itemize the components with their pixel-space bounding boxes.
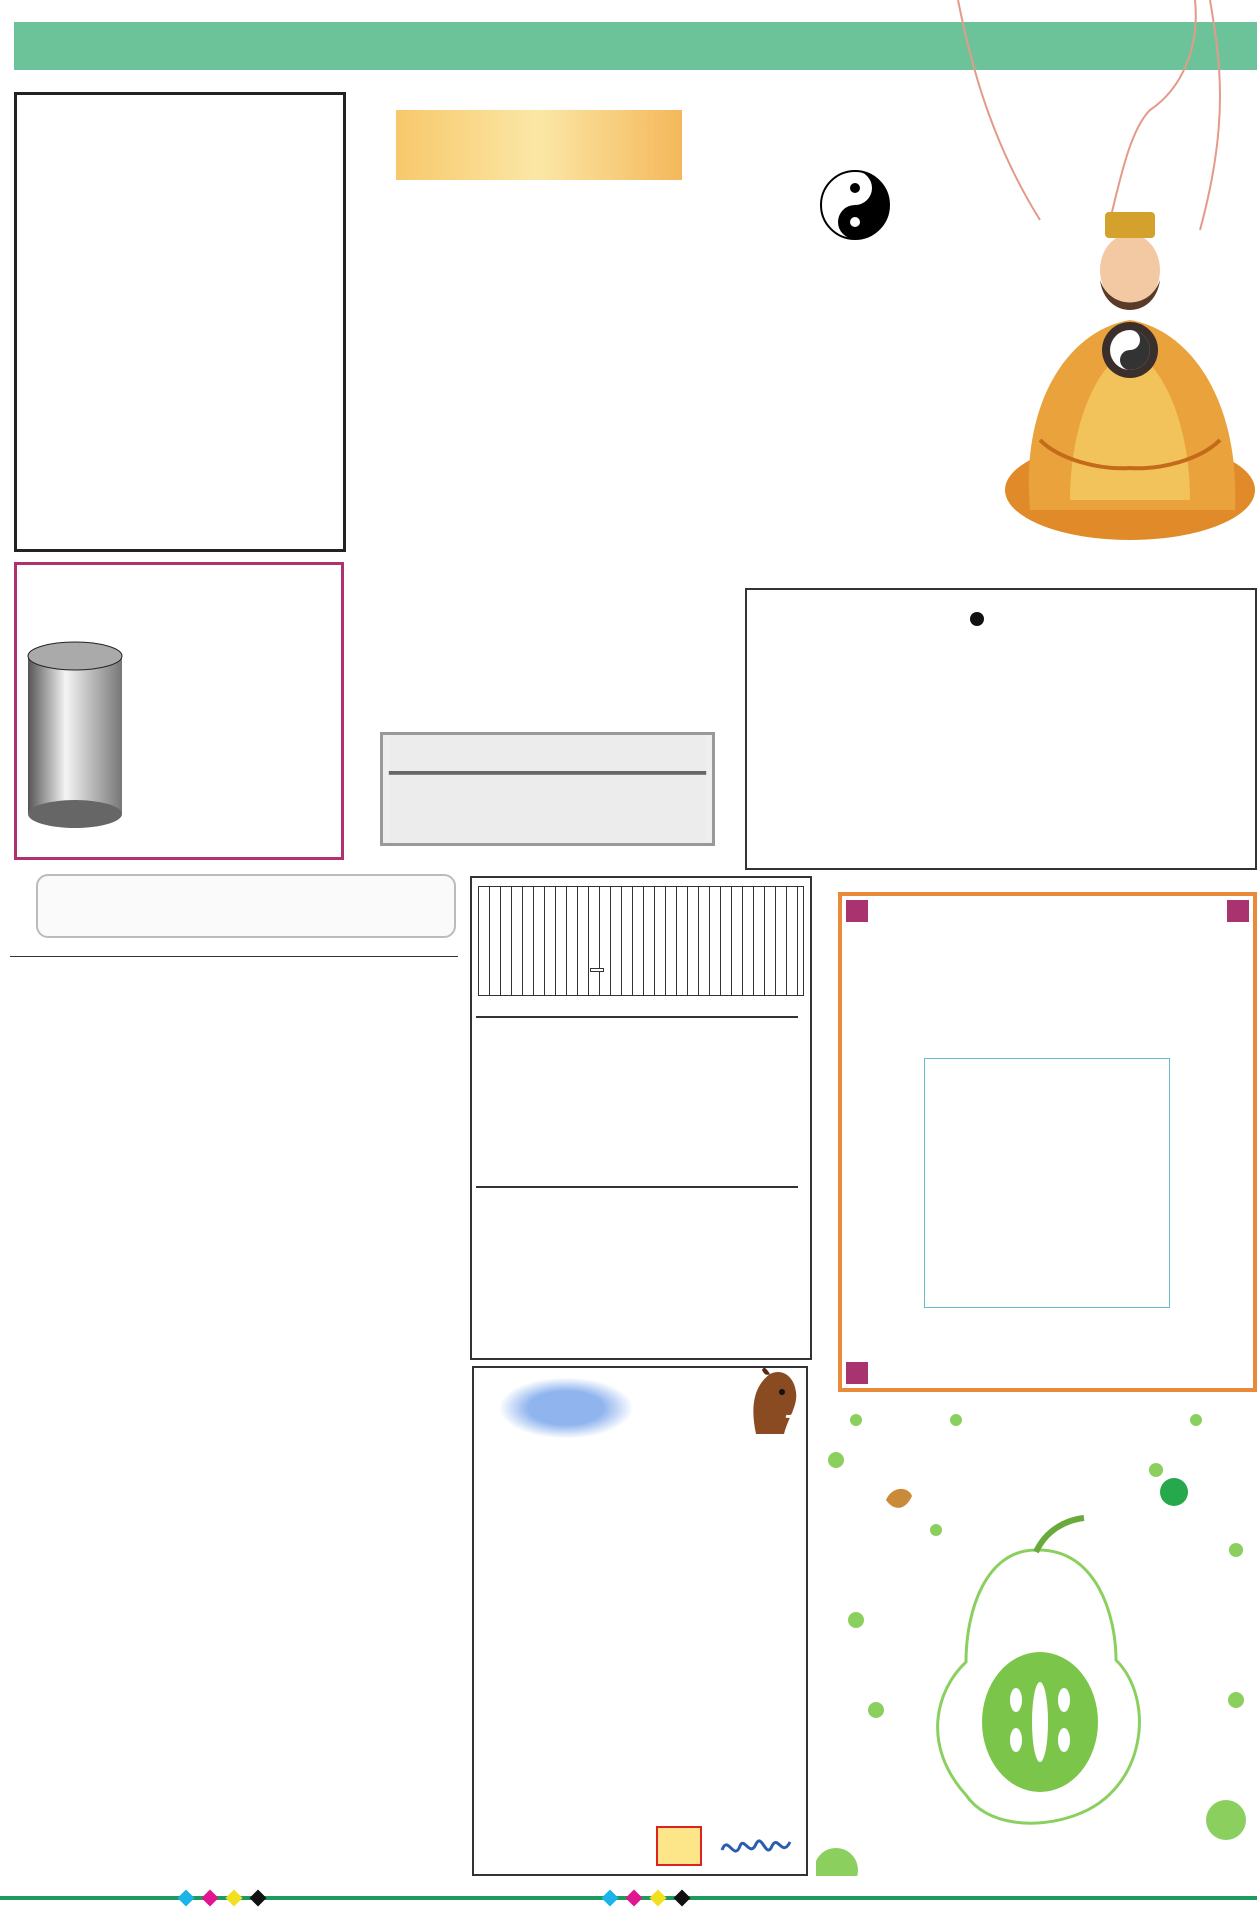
sha-grid bbox=[476, 1186, 798, 1188]
poem-box bbox=[14, 92, 346, 552]
mahui-banner bbox=[396, 110, 682, 180]
footer-diamond bbox=[650, 1890, 667, 1907]
bagua-yin-yang-icon bbox=[780, 130, 930, 280]
news-title bbox=[500, 1378, 632, 1438]
zodiac-title-box bbox=[36, 874, 456, 938]
abacus-icon bbox=[380, 732, 715, 846]
mahui-stamp bbox=[656, 1826, 702, 1866]
news-box bbox=[472, 1366, 808, 1876]
pear-box bbox=[816, 1400, 1257, 1876]
wang-grid bbox=[476, 1016, 798, 1018]
footer-diamond bbox=[674, 1890, 691, 1907]
bullet-icon bbox=[970, 612, 984, 626]
footer-diamond bbox=[178, 1890, 195, 1907]
footer-diamond bbox=[226, 1890, 243, 1907]
zodiac-codes-table bbox=[10, 956, 458, 957]
footer-diamond bbox=[602, 1890, 619, 1907]
sage-figure-icon bbox=[1000, 200, 1257, 540]
corner-decoration bbox=[1227, 900, 1249, 922]
must-kill-author bbox=[590, 968, 604, 972]
horse-head-icon bbox=[736, 1366, 806, 1436]
footer-diamond bbox=[626, 1890, 643, 1907]
pro-analysis-box bbox=[745, 588, 1257, 870]
corner-decoration bbox=[846, 1362, 868, 1384]
corner-decoration bbox=[846, 900, 868, 922]
footer-diamond bbox=[202, 1890, 219, 1907]
zodiac-puzzle-grid bbox=[924, 1058, 1170, 1308]
pear-illustration-icon bbox=[816, 1400, 1257, 1876]
must-kill-header bbox=[478, 886, 804, 996]
signature-icon bbox=[718, 1828, 794, 1866]
footer-diamond bbox=[250, 1890, 267, 1907]
cylinder-graphic bbox=[26, 640, 124, 830]
